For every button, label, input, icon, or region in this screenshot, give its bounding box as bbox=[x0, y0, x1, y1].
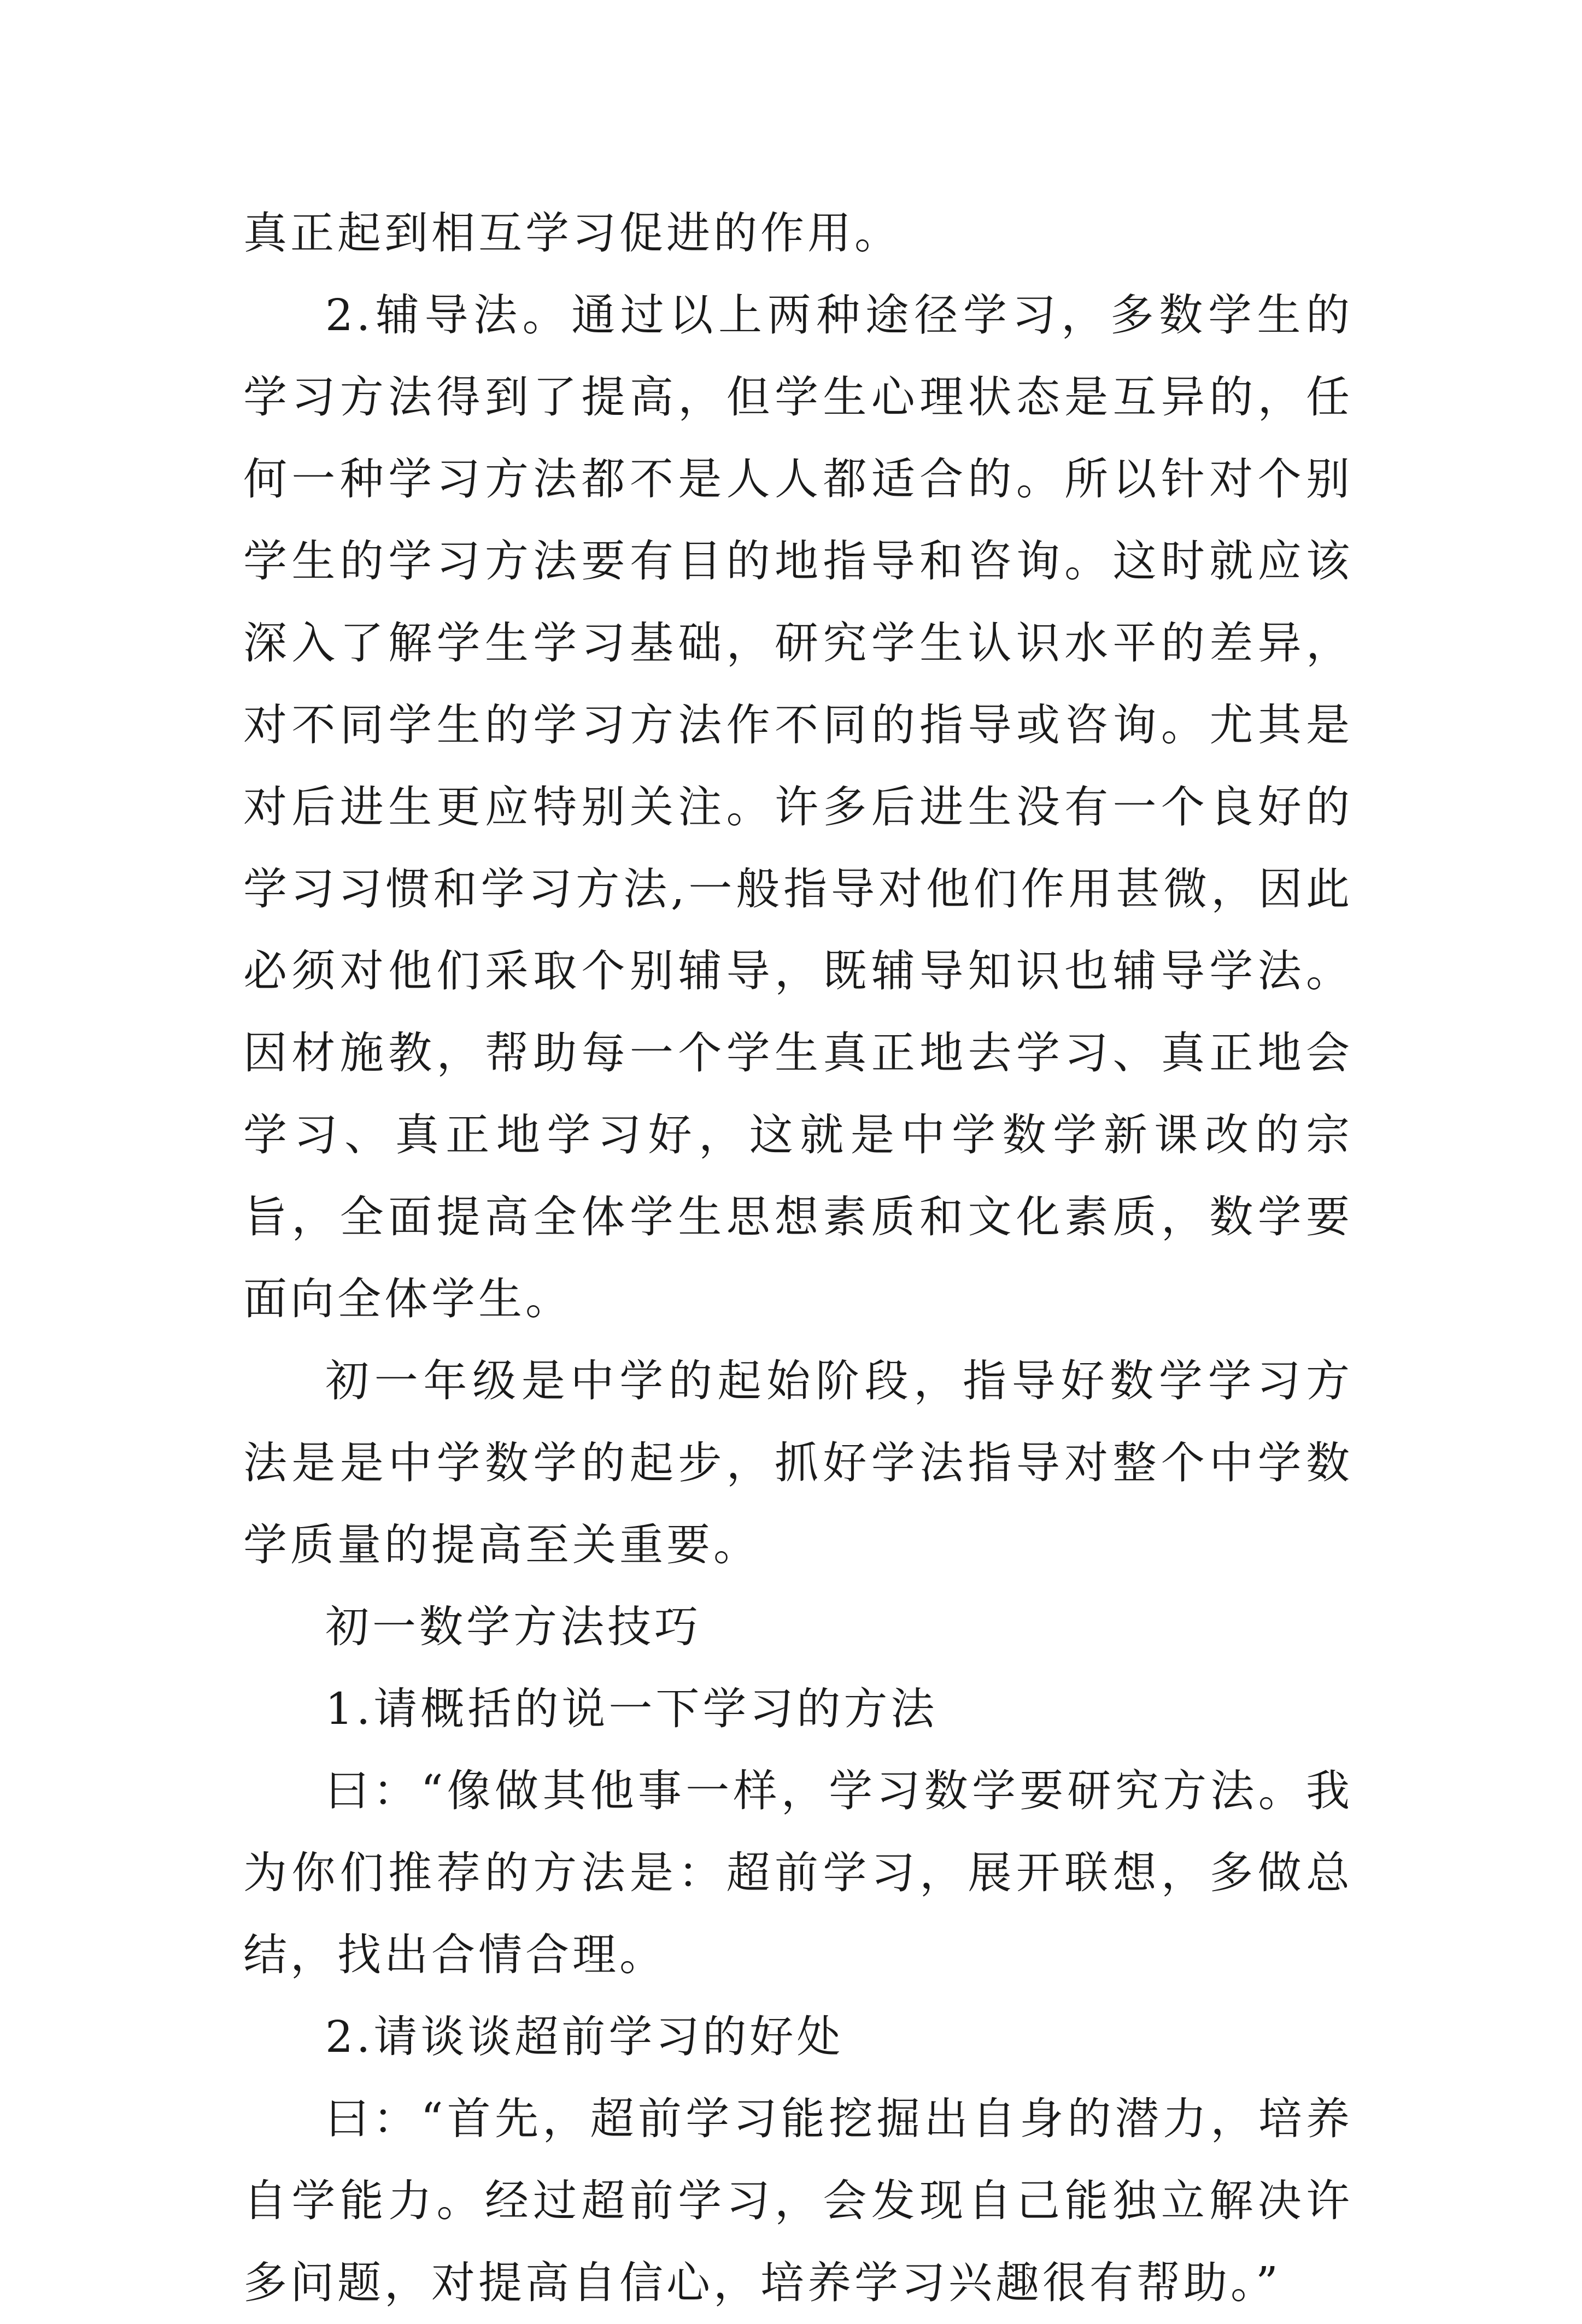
paragraph-tutoring-method: 2.辅导法。通过以上两种途径学习，多数学生的学习方法得到了提高，但学生心理状态是互异的，任何一种学习方法都不是人人都适合的。所以针对个别学生的学习方法要有目的地指导和咨询。这时就应该深入了解学生学习基础，研究学生认识水平的差异，对不同学生的学习方法作不同的指导或咨询。尤其是对后进生更应特别关注。许多后进生没有一个良好的学习习惯和学习方法,一般指导对他们作用甚微，因此必须对他们采取个别辅导，既辅导知识也辅导学法。因材施教，帮助每一个学生真正地去学习、真正地会学习、真正地学习好，这就是中学数学新课改的宗旨，全面提高全体学生思想素质和文化素质，数学要面向全体学生。 bbox=[243, 290, 1353, 1324]
answer-2: 曰：“首先，超前学习能挖掘出自身的潜力，培养自学能力。经过超前学习，会发现自己能独立解决许多问题，对提高自信心，培养学习兴趣很有帮助。” bbox=[243, 2093, 1353, 2308]
answer-1: 曰：“像做其他事一样，学习数学要研究方法。我为你们推荐的方法是：超前学习，展开联想，多做总结，找出合情合理。 bbox=[243, 1765, 1353, 1980]
question-1: 1.请概括的说一下学习的方法 bbox=[325, 1683, 938, 1734]
document-body bbox=[243, 192, 1353, 2324]
paragraph-grade-one: 初一年级是中学的起始阶段，指导好数学学习方法是是中学数学的起步，抓好学法指导对整个中学数学质量的提高至关重要。 bbox=[243, 1355, 1353, 1570]
section-heading: 初一数学方法技巧 bbox=[325, 1601, 701, 1652]
paragraph-continuation: 真正起到相互学习促进的作用。 bbox=[243, 208, 901, 259]
question-2: 2.请谈谈超前学习的好处 bbox=[325, 2011, 844, 2062]
